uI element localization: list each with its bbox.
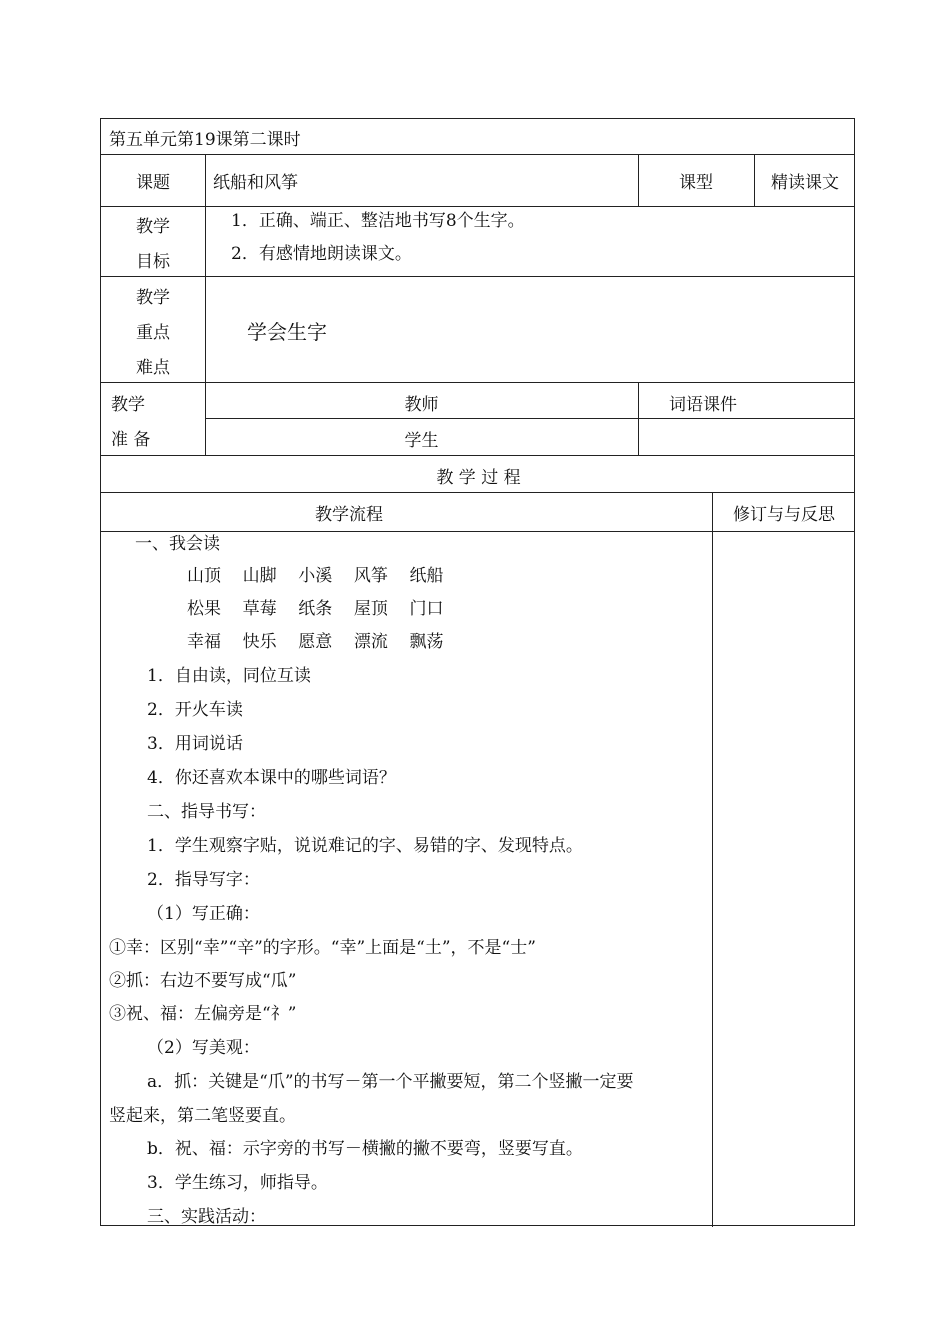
lesson-plan-table bbox=[100, 118, 855, 1226]
row-divider bbox=[101, 382, 854, 383]
col-divider bbox=[638, 382, 639, 455]
flow-line: 2．开火车读 bbox=[147, 700, 243, 720]
process-title: 教 学 过 程 bbox=[436, 468, 521, 488]
flow-line: 幸福 快乐 愿意 漂流 飘荡 bbox=[187, 632, 444, 652]
flow-line: ③祝、福：左偏旁是“礻” bbox=[109, 1004, 297, 1024]
teacher-label: 教师 bbox=[404, 395, 439, 415]
unit-title: 第五单元第19课第二课时 bbox=[109, 130, 301, 150]
topic-label: 课题 bbox=[136, 173, 170, 193]
flow-line: 一、我会读 bbox=[135, 534, 220, 554]
prep-label-line1: 教学 bbox=[111, 395, 145, 415]
flow-line: （1）写正确： bbox=[147, 904, 260, 924]
flow-line: 3．用词说话 bbox=[147, 734, 243, 754]
flow-line: 松果 草莓 纸条 屋顶 门口 bbox=[187, 599, 444, 619]
flow-line: 山顶 山脚 小溪 风筝 纸船 bbox=[187, 566, 444, 586]
teacher-value: 词语课件 bbox=[669, 395, 737, 415]
flow-line: 二、指导书写： bbox=[147, 802, 266, 822]
goal-item: 1．正确、端正、整洁地书写8个生字。 bbox=[231, 211, 525, 231]
goals-label-line1: 教学 bbox=[136, 217, 170, 237]
row-divider bbox=[101, 154, 854, 155]
goal-item: 2．有感情地朗读课文。 bbox=[231, 244, 412, 264]
keypoints-label-line1: 教学 bbox=[136, 288, 170, 308]
flow-line: b．祝、福：示字旁的书写－横撇的撇不要弯，竖要写直。 bbox=[147, 1139, 583, 1159]
row-divider bbox=[101, 531, 854, 532]
flow-line: a．抓：关键是“爪”的书写－第一个平撇要短，第二个竖撇一定要 bbox=[147, 1072, 634, 1092]
row-divider bbox=[101, 276, 854, 277]
row-divider bbox=[205, 418, 854, 419]
reflection-header: 修订与与反思 bbox=[733, 505, 835, 525]
keypoints-label-line3: 难点 bbox=[136, 358, 170, 378]
flow-line: 1．学生观察字贴，说说难记的字、易错的字、发现特点。 bbox=[147, 836, 583, 856]
row-divider bbox=[101, 492, 854, 493]
flow-line: ②抓：右边不要写成“瓜” bbox=[109, 971, 297, 991]
flow-line: ①幸：区别“幸”“辛”的字形。“幸”上面是“土”，不是“士” bbox=[109, 938, 536, 958]
flow-line: 三、实践活动： bbox=[147, 1207, 266, 1227]
student-label: 学生 bbox=[404, 431, 439, 451]
flow-line: 2．指导写字： bbox=[147, 870, 260, 890]
topic-value: 纸船和风筝 bbox=[213, 173, 298, 193]
goals-label-line2: 目标 bbox=[136, 252, 170, 272]
flow-header: 教学流程 bbox=[315, 505, 383, 525]
flow-line: 竖起来，第二笔竖要直。 bbox=[109, 1106, 296, 1126]
row-divider bbox=[101, 455, 854, 456]
type-label: 课型 bbox=[679, 173, 713, 193]
keypoints-label-line2: 重点 bbox=[136, 323, 170, 343]
type-value: 精读课文 bbox=[771, 173, 839, 193]
prep-label-line2: 准 备 bbox=[111, 430, 151, 450]
flow-line: （2）写美观： bbox=[147, 1038, 260, 1058]
row-divider bbox=[101, 206, 854, 207]
flow-line: 3．学生练习，师指导。 bbox=[147, 1173, 328, 1193]
keypoints-value: 学会生字 bbox=[247, 320, 327, 344]
col-divider bbox=[712, 492, 713, 1227]
flow-line: 1．自由读，同位互读 bbox=[147, 666, 311, 686]
flow-line: 4．你还喜欢本课中的哪些词语？ bbox=[147, 768, 396, 788]
